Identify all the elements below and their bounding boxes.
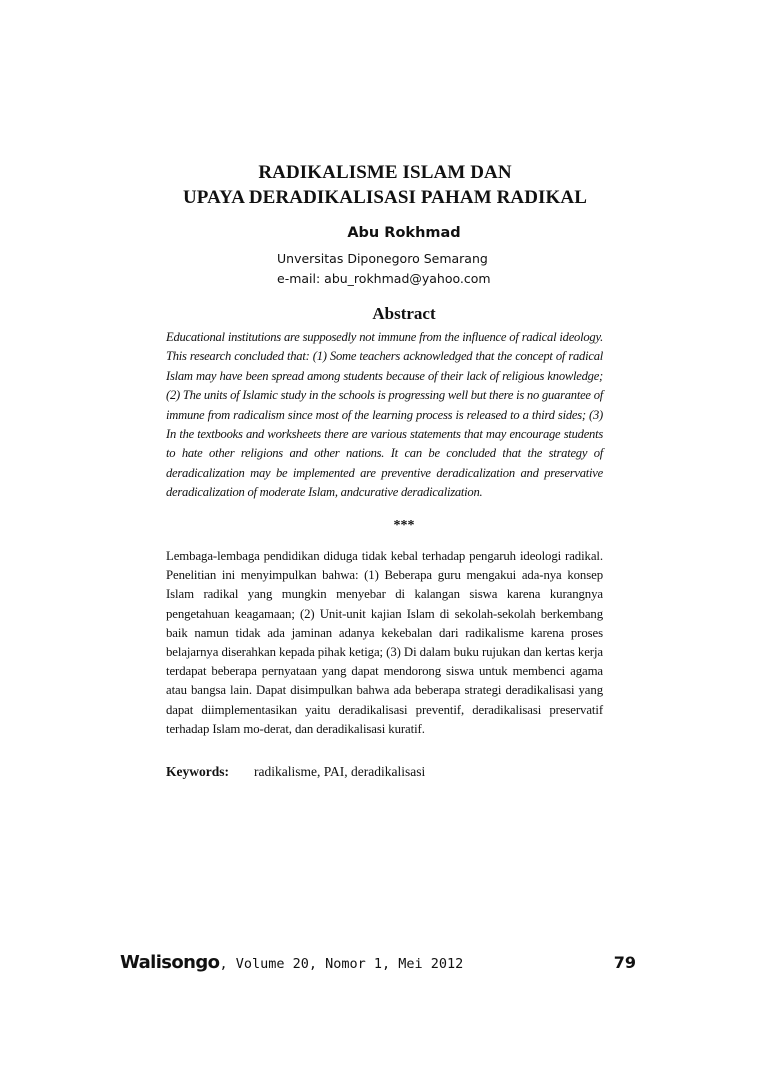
page-number: 79 — [613, 953, 636, 972]
abstract-heading: Abstract — [372, 304, 436, 323]
author-name: Abu Rokhmad — [347, 225, 461, 241]
page-footer — [120, 951, 463, 976]
section-separator: *** — [393, 518, 415, 533]
issue-info: , Volume 20, Nomor 1, Mei 2012 — [219, 956, 464, 972]
author-email: e-mail: abu_rokhmad@yahoo.com — [277, 271, 491, 286]
keywords-label: Keywords: — [166, 764, 229, 779]
keywords-value: radikalisme, PAI, deradikalisasi — [254, 764, 426, 779]
affiliation: Unversitas Diponegoro Semarang — [277, 251, 488, 266]
author-affiliation-block — [277, 249, 491, 289]
abstract-indonesian: Lembaga-lembaga pendidikan diduga tidak kebal terhadap pengaruh ideologi radikal. Penelitian ini menyimpulkan bahwa: (1) Beberapa guru mengakui ada-nya konsep Islam radikal yang mungkin menyebar di kalangan siswa karena kurangnya pengetahuan keagamaan; (2) Unit-unit kajian Islam di sekolah-sekolah berkembang baik namun tidak ada jaminan adanya kekebalan dari radikalisme karena proses belajarnya diserahkan kepada pihak ketiga; (3) Di dalam buku rujukan dan kertas kerja terdapat beberapa pernyataan yang dapat mendorong siswa untuk membenci agama atau bangsa lain. Dapat disimpulkan bahwa ada beberapa strategi deradikalisasi yang dapat diimplementasikan yaitu deradikalisasi preventif, deradikalisasi preservatif terhadap Islam mo-derat, dan deradikalisasi kuratif. — [166, 549, 603, 736]
journal-name: Walisongo — [120, 952, 220, 973]
paper-title-line-2: UPAYA DERADIKALISASI PAHAM RADIKAL — [182, 187, 588, 208]
abstract-english: Educational institutions are supposedly not immune from the influence of radical ideology. This research concluded that: (1) Some teachers acknowledged that the concept of radical Islam may have been spread among students because of their lack of religious knowledge; (2) The units of Islamic study in the schools is progressing well but there is no guarantee of immune from radicalism since most of the learning process is released to a third sides; (3) In the textbooks and worksheets there are various statements that may encourage students to hate other religions and other nations. It can be concluded that the strategy of deradicalization may be implemented are preventive deradicalization and preservative deradicalization of moderate Islam, andcurative deradicalization. — [166, 330, 603, 500]
paper-title-line-1: RADIKALISME ISLAM DAN — [258, 162, 512, 183]
paper-title — [120, 160, 650, 210]
keywords-line — [166, 762, 425, 782]
